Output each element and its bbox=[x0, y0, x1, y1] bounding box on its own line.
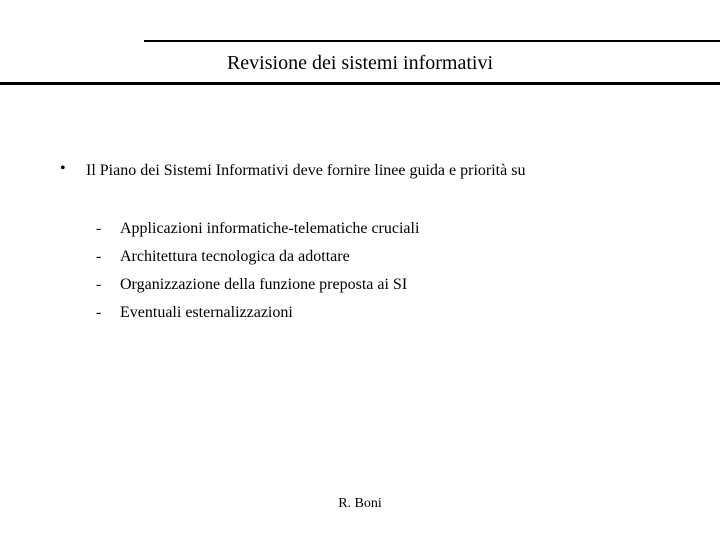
sub-item-text: Architettura tecnologica da adottare bbox=[120, 248, 350, 265]
sub-list-item bbox=[96, 299, 419, 327]
slide-title: Revisione dei sistemi informativi bbox=[226, 52, 494, 74]
main-bullet-text: Il Piano dei Sistemi Informativi deve fornire linee guida e priorità su bbox=[86, 162, 526, 179]
sub-list-item bbox=[96, 243, 419, 271]
sub-item-text: Applicazioni informatiche-telematiche cruciali bbox=[120, 220, 420, 237]
dash-icon: - bbox=[96, 248, 102, 265]
title-top-rule bbox=[144, 40, 720, 42]
dash-icon: - bbox=[96, 304, 102, 321]
dash-icon: - bbox=[96, 276, 102, 293]
main-bullet-item bbox=[60, 160, 525, 182]
title-bottom-rule bbox=[0, 82, 720, 85]
bullet-icon: • bbox=[60, 160, 66, 177]
sub-item-text: Organizzazione della funzione preposta ai SI bbox=[120, 276, 408, 293]
slide-footer-author: R. Boni bbox=[338, 496, 382, 511]
dash-icon: - bbox=[96, 220, 102, 237]
sub-bullet-list bbox=[96, 215, 419, 327]
sub-list-item bbox=[96, 215, 419, 243]
sub-item-text: Eventuali esternalizzazioni bbox=[120, 304, 293, 321]
sub-list-item bbox=[96, 271, 419, 299]
